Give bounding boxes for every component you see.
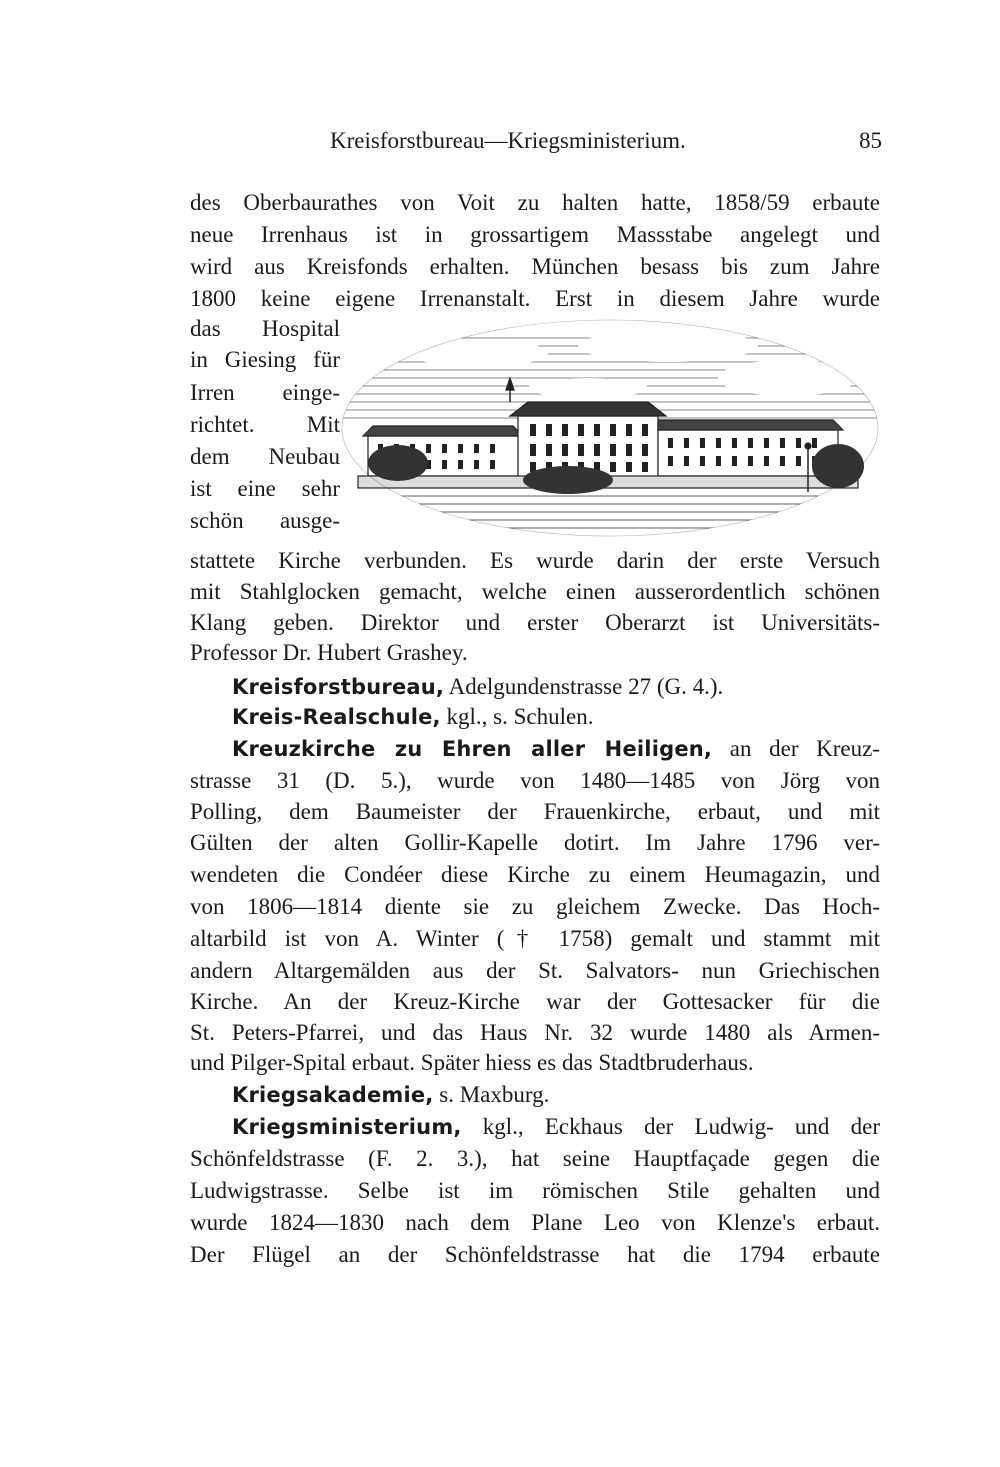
text-line: dem Neubau [190,444,340,469]
text-line: 1800 keine eigene Irrenanstalt. Erst in diesem Jahre wurde [190,286,880,311]
text-line: Irren einge- [190,380,340,405]
text-line: mit Stahlglocken gemacht, welche einen ausserordentlich schönen [190,579,880,604]
entry-keyword: Kriegsakademie, [232,1083,434,1107]
entry-kreisforstbureau [232,672,880,702]
text-line: neue Irrenhaus ist in grossartigem Massstabe angelegt und [190,222,880,247]
page-number: 85 [859,128,882,153]
entry-keyword: Kreuzkirche zu Ehren aller Heiligen, [232,737,713,761]
text-line: Professor Dr. Hubert Grashey. [190,640,468,665]
text-line: wird aus Kreisfonds erhalten. München besass bis zum Jahre [190,254,880,279]
entry-kreis-realschule [232,702,880,732]
text-line: Ludwigstrasse. Selbe ist im römischen Stile gehalten und [190,1178,880,1203]
building-engraving-icon [338,308,883,540]
text-line: Kirche. An der Kreuz-Kirche war der Gottesacker für die [190,989,880,1014]
text-line: Klang geben. Direktor und erster Oberarzt ist Universitäts- [190,610,880,635]
text-line: richtet. Mit [190,412,340,437]
entry-kreuzkirche [232,734,880,764]
text-line: andern Altargemälden aus der St. Salvators- nun Griechischen [190,958,880,983]
running-title: Kreisforstbureau—Kriegsministerium. [330,128,686,153]
text-line: strasse 31 (D. 5.), wurde von 1480—1485 von Jörg von [190,768,880,793]
entry-kriegsministerium [232,1112,880,1142]
entry-keyword: Kriegsministerium, [232,1115,462,1139]
text-line: Schönfeldstrasse (F. 2. 3.), hat seine Hauptfaçade gegen die [190,1146,880,1171]
text-line: Polling, dem Baumeister der Frauenkirche, erbaut, und mit [190,799,880,824]
text-line: ist eine sehr [190,476,340,501]
entry-text: s. Maxburg. [433,1082,550,1107]
text-line: Gülten der alten Gollir-Kapelle dotirt. Im Jahre 1796 ver- [190,830,880,855]
entry-keyword: Kreis-Realschule, [232,705,441,729]
entry-text: an der Kreuz- [712,736,880,761]
text-line: das Hospital [190,316,340,341]
entry-keyword: Kreisforstbureau, [232,675,445,699]
text-line: und Pilger-Spital erbaut. Später hiess es das Stadtbruderhaus. [190,1050,754,1075]
text-line: Der Flügel an der Schönfeldstrasse hat die 1794 erbaute [190,1242,880,1267]
text-line: wendeten die Condéer diese Kirche zu einem Heumagazin, und [190,862,880,887]
text-line: schön ausge- [190,508,340,533]
text-line: wurde 1824—1830 nach dem Plane Leo von Klenze's erbaut. [190,1210,880,1235]
text-line: St. Peters-Pfarrei, und das Haus Nr. 32 wurde 1480 als Armen- [190,1020,880,1045]
entry-text: kgl., Eckhaus der Ludwig- und der [461,1114,880,1139]
text-line: des Oberbaurathes von Voit zu halten hatte, 1858/59 erbaute [190,190,880,215]
text-line: von 1806—1814 diente sie zu gleichem Zwecke. Das Hoch- [190,894,880,919]
running-header [190,128,882,160]
text-line: stattete Kirche verbunden. Es wurde darin der erste Versuch [190,548,880,573]
entry-text: Adelgundenstrasse 27 (G. 4.). [444,674,724,699]
text-line: altarbild ist von A. Winter († 1758) gemalt und stammt mit [190,926,880,951]
entry-text: kgl., s. Schulen. [440,704,594,729]
entry-kriegsakademie [232,1080,880,1110]
text-line: in Giesing für [190,347,340,372]
